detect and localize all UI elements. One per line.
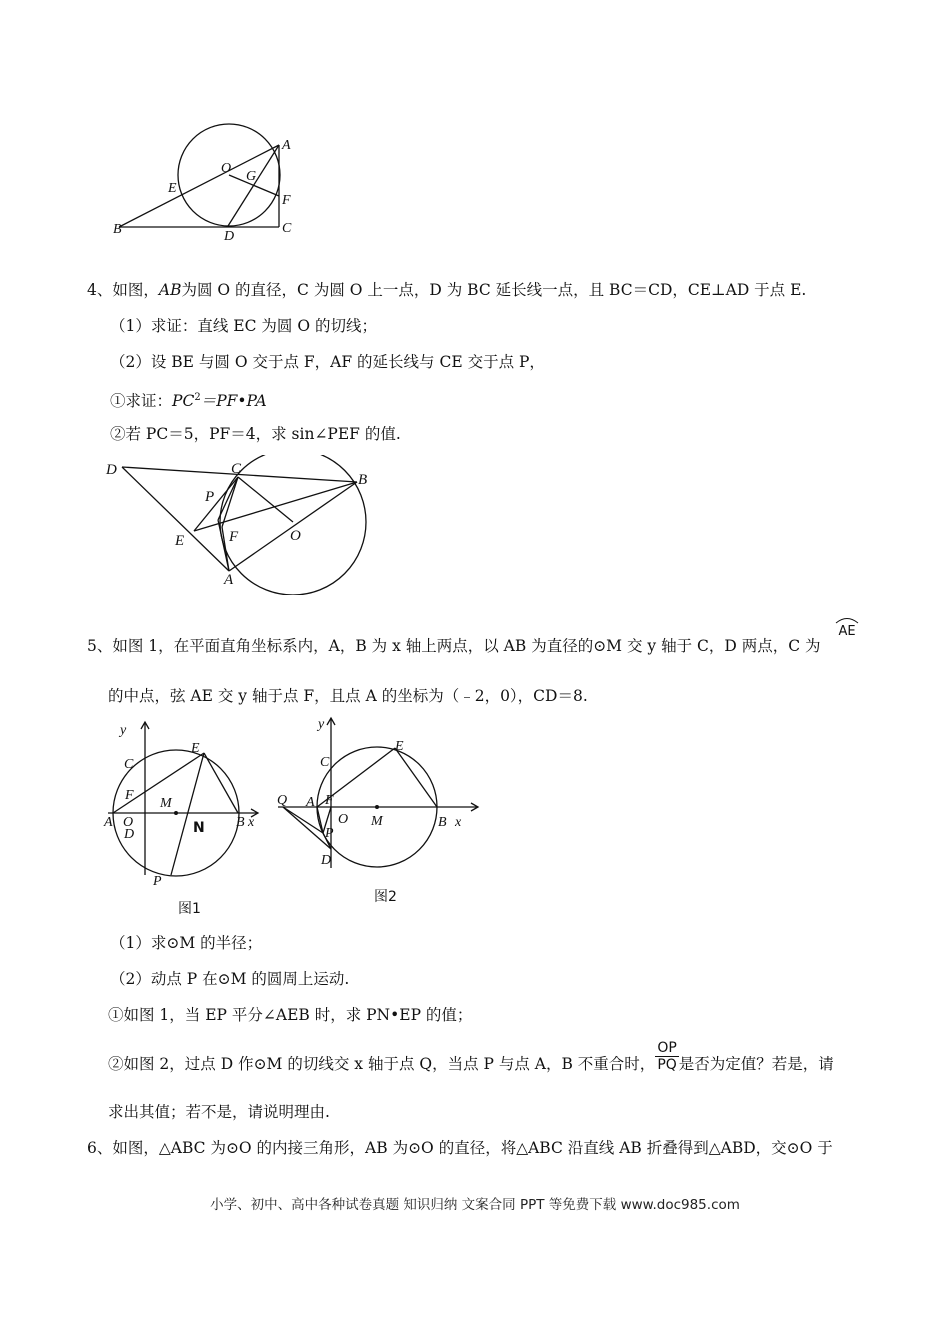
point-label-o: O <box>123 815 134 830</box>
point-label-q: Q <box>277 793 288 808</box>
point-label-c: C <box>320 755 330 770</box>
q6-line1: 6、如图，△ABC 为⊙O 的内接三角形，AB 为⊙O 的直径，将△ABC 沿直线 AB 折叠得到△ABD，交⊙O 于 <box>87 1139 833 1157</box>
axis-label-y: y <box>318 717 325 732</box>
point-label-a: A <box>306 795 315 810</box>
q5-part2: （2）动点 P 在⊙M 的圆周上运动. <box>110 970 350 988</box>
q4-intro: 4、如图，AB为圆 O 的直径，C 为圆 O 上一点，D 为 BC 延长线一点，且 BC＝CD，CE⊥AD 于点 E. <box>87 281 807 299</box>
axis-label-y: y <box>120 723 127 738</box>
q5-sub2-cont: 求出其值；若不是，请说明理由. <box>108 1103 330 1121</box>
axis-label-x: x <box>248 815 255 830</box>
point-label-c: C <box>231 461 242 477</box>
point-label-a: A <box>282 138 291 153</box>
q5-sub2: ②如图 2，过点 D 作⊙M 的切线交 x 轴于点 Q，当点 P 与点 A，B 不重合时， $\frac{OP}{PQ}$ 是否为定值？若是，请 <box>108 1039 834 1073</box>
arc-ae-label: AE <box>834 616 860 639</box>
point-label-a: A <box>224 572 234 588</box>
figure-2-caption: 图2 <box>374 889 397 905</box>
point-label-p: P <box>205 489 215 505</box>
point-label-m: M <box>371 814 383 829</box>
point-label-e: E <box>168 181 177 196</box>
arc-icon <box>834 616 860 624</box>
point-label-f: F <box>282 193 291 208</box>
geometry-figure-q3 <box>108 112 308 247</box>
q4-sub1: ①求证：$PC^2=PF•PA$ <box>110 392 267 411</box>
page-footer: 小学、初中、高中各种试卷真题 知识归纳 文案合同 PPT 等免费下载 www.doc985.com <box>210 1197 740 1213</box>
fraction-op-pq: $\frac{OP}{PQ}$ <box>657 1039 677 1073</box>
point-label-m: M <box>160 796 172 811</box>
q5-sub1: ①如图 1，当 EP 平分∠AEB 时，求 PN•EP 的值； <box>108 1006 473 1024</box>
point-label-d: D <box>224 229 235 244</box>
point-label-n: N <box>193 820 205 836</box>
coordinate-figure-1 <box>100 712 265 892</box>
point-label-g: G <box>246 169 257 184</box>
point-label-e: E <box>191 741 200 756</box>
point-label-f: F <box>229 529 239 545</box>
q5-part1: （1）求⊙M 的半径； <box>110 934 263 952</box>
point-label-b: B <box>113 222 122 237</box>
point-label-p: P <box>325 826 334 841</box>
point-label-b: B <box>358 472 368 488</box>
point-label-b: B <box>236 815 245 830</box>
q5-line2: 的中点，弦 AE 交 y 轴于点 F，且点 A 的坐标为（﹣2，0），CD＝8. <box>108 687 588 705</box>
point-label-a: A <box>104 815 113 830</box>
q4-sub2: ②若 PC＝5，PF＝4，求 sin∠PEF 的值. <box>110 425 401 443</box>
point-label-o: O <box>221 161 232 176</box>
axis-label-x: x <box>455 815 462 830</box>
point-label-o: O <box>338 812 349 827</box>
point-label-b: B <box>438 815 447 830</box>
geometry-figure-q4 <box>100 455 380 595</box>
point-label-f: F <box>325 793 334 808</box>
point-label-e: E <box>175 533 185 549</box>
point-label-d: D <box>321 853 332 868</box>
q5-line1: 5、如图 1，在平面直角坐标系内，A，B 为 x 轴上两点，以 AB 为直径的⊙M 交 y 轴于 C，D 两点，C 为 <box>87 637 821 655</box>
q4-part2: （2）设 BE 与圆 O 交于点 F，AF 的延长线与 CE 交于点 P， <box>110 353 545 371</box>
point-label-e: E <box>395 739 404 754</box>
point-label-f: F <box>125 788 134 803</box>
point-label-c: C <box>124 757 134 772</box>
coordinate-figure-2 <box>270 710 485 882</box>
point-label-o: O <box>290 528 301 544</box>
point-label-c: C <box>282 221 292 236</box>
figure-1-caption: 图1 <box>178 901 201 917</box>
point-label-p: P <box>153 874 162 889</box>
q4-part1: （1）求证：直线 EC 为圆 O 的切线； <box>110 317 377 335</box>
point-label-d: D <box>106 462 117 478</box>
point-label-d: D <box>124 827 135 842</box>
